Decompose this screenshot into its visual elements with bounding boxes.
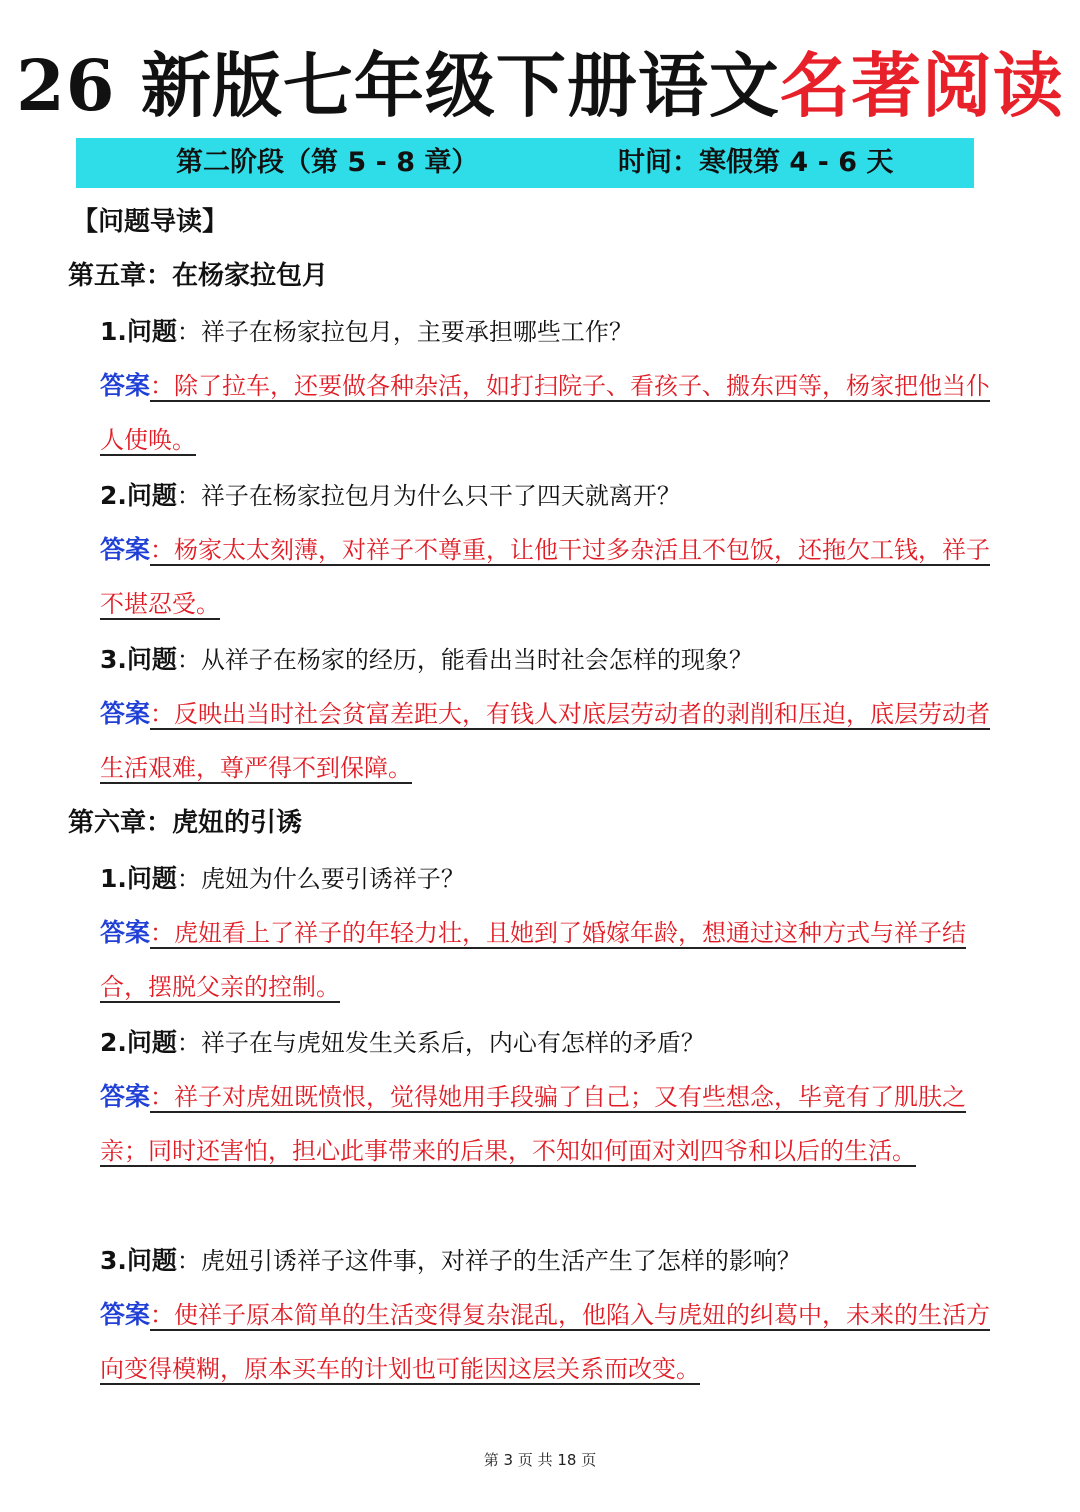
question-label: 3.问题 [100, 645, 177, 674]
chapter-heading: 第六章：虎妞的引诱 [68, 808, 303, 838]
qa-item [100, 852, 1012, 1014]
question-label: 1.问题 [100, 317, 177, 346]
section-label: 【问题导读】 [72, 207, 229, 237]
question-line [100, 469, 1012, 523]
qa-item [100, 1016, 1012, 1178]
question-text: ：从祥子在杨家的经历，能看出当时社会怎样的现象？ [176, 646, 753, 674]
stage-banner [76, 138, 974, 188]
answer-text: ：除了拉车，还要做各种杂活，如打扫院子、看孩子、搬东西等，杨家把他当仆人使唤。 [100, 372, 991, 454]
chapter-heading: 第五章：在杨家拉包月 [68, 261, 329, 291]
qa-item [100, 305, 1012, 467]
page-footer: 第 3 页 共 18 页 [483, 1451, 597, 1469]
answer-text: ：虎妞看上了祥子的年轻力壮，且她到了婚嫁年龄，想通过这种方式与祥子结合，摆脱父亲的控制。 [100, 919, 967, 1001]
question-text: ：虎妞引诱祥子这件事，对祥子的生活产生了怎样的影响？ [176, 1247, 801, 1275]
question-line [100, 1234, 1012, 1288]
answer-block [100, 523, 1012, 631]
stage-label: 第二阶段（第 5 - 8 章） [176, 147, 479, 178]
question-line [100, 1016, 1012, 1070]
answer-text: ：使祥子原本简单的生活变得复杂混乱，他陷入与虎妞的纠葛中，未来的生活方向变得模糊，原本买车的计划也可能因这层关系而改变。 [100, 1301, 991, 1383]
answer-text: ：祥子对虎妞既愤恨，觉得她用手段骗了自己；又有些想念，毕竟有了肌肤之亲；同时还害怕，担心此事带来的后果，不知如何面对刘四爷和以后的生活。 [100, 1083, 967, 1165]
answer-label: 答案 [100, 535, 151, 564]
question-text: ：虎妞为什么要引诱祥子？ [176, 865, 465, 893]
answer-label: 答案 [100, 918, 151, 947]
time-label: 时间：寒假第 4 - 6 天 [618, 147, 894, 178]
title-part-black: 26 新版七年级下册语文 [16, 44, 780, 127]
question-label: 1.问题 [100, 864, 177, 893]
answer-block [100, 1070, 1012, 1178]
answer-block [100, 359, 1012, 467]
question-line [100, 305, 1012, 359]
question-label: 3.问题 [100, 1246, 177, 1275]
title-part-red: 名著阅读 [779, 44, 1064, 127]
question-text: ：祥子在杨家拉包月，主要承担哪些工作？ [176, 318, 633, 346]
answer-block [100, 906, 1012, 1014]
answer-block [100, 687, 1012, 795]
answer-label: 答案 [100, 699, 151, 728]
answer-label: 答案 [100, 371, 151, 400]
question-label: 2.问题 [100, 1028, 177, 1057]
answer-block [100, 1288, 1012, 1396]
question-label: 2.问题 [100, 481, 177, 510]
question-text: ：祥子在杨家拉包月为什么只干了四天就离开？ [176, 482, 681, 510]
question-text: ：祥子在与虎妞发生关系后，内心有怎样的矛盾？ [176, 1029, 705, 1057]
qa-item [100, 1234, 1012, 1396]
qa-item [100, 469, 1012, 631]
page-title [0, 44, 1080, 128]
answer-text: ：反映出当时社会贫富差距大，有钱人对底层劳动者的剥削和压迫，底层劳动者生活艰难，尊严得不到保障。 [100, 700, 991, 782]
qa-item [100, 633, 1012, 795]
answer-text: ：杨家太太刻薄，对祥子不尊重，让他干过多杂活且不包饭，还拖欠工钱，祥子不堪忍受。 [100, 536, 991, 618]
answer-label: 答案 [100, 1300, 151, 1329]
answer-label: 答案 [100, 1082, 151, 1111]
question-line [100, 852, 1012, 906]
question-line [100, 633, 1012, 687]
